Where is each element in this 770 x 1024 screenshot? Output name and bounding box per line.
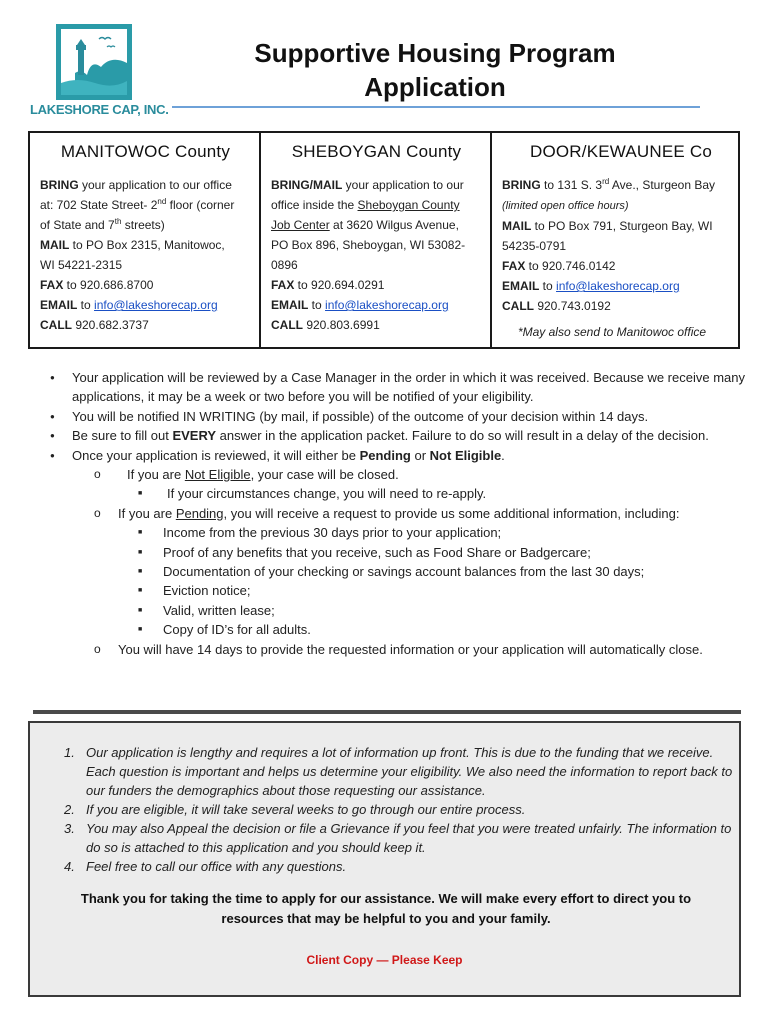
county-lines — [40, 175, 251, 335]
bold-label: Not Eligible — [429, 447, 502, 463]
text-run: , your case will be closed. — [250, 467, 399, 483]
text-run: to — [539, 279, 557, 293]
sub-bullet-item — [48, 465, 748, 484]
county-lines — [271, 175, 482, 335]
text-run: Once your application is reviewed, it will either be — [72, 447, 360, 463]
sub-sub-bullet-item — [48, 562, 748, 581]
bold-label: FAX — [502, 259, 526, 273]
county-heading: DOOR/KEWAUNEE Co — [529, 142, 713, 161]
ordinal-suffix: th — [114, 217, 122, 226]
bold-label: EMAIL — [40, 298, 78, 312]
contact-line — [502, 216, 730, 236]
note-text: You may also Appeal the decision or file a Grievance if you feel that you were treated unfairly. The information to do so is attached to this application and you should keep it. — [86, 821, 732, 855]
bold-label: EVERY — [172, 428, 217, 444]
county-heading: SHEBOYGAN County — [291, 142, 462, 161]
text-run: 54235-0791 — [502, 239, 567, 253]
text-run: Ave., Sturgeon Bay — [609, 178, 716, 192]
contact-line — [271, 195, 482, 215]
contact-line — [271, 215, 482, 235]
text-run: Your application will be reviewed by a Case Manager in the order in which it was received. Because we receive many applications, it may be a week or two before you will be notified of your eligibility. — [72, 370, 745, 405]
text-run: streets) — [121, 218, 165, 232]
text-run: to 920.686.8700 — [63, 278, 154, 292]
text-run: You will have 14 days to provide the requested information or your application will automatically close. — [118, 641, 703, 657]
sub-sub-bullet-item — [48, 601, 748, 620]
text-run: your application to our — [342, 178, 464, 192]
email-link[interactable]: info@lakeshorecap.org — [94, 298, 218, 312]
logo-text: LAKESHORE CAP, INC. — [30, 102, 169, 117]
text-run: of State and 7 — [40, 218, 115, 232]
bold-label: EMAIL — [502, 279, 540, 293]
text-run: at 3620 Wilgus Avenue, — [329, 218, 459, 232]
title-line-1: Supportive Housing Program — [254, 38, 616, 68]
bold-label: FAX — [40, 278, 64, 292]
county-footnote: *May also send to Manitowoc office — [517, 325, 707, 339]
bullet-item — [48, 446, 748, 465]
text-run: If you are — [127, 467, 185, 483]
bullet-item — [48, 426, 748, 445]
note-item — [64, 819, 734, 857]
ordinal-suffix: rd — [602, 177, 610, 186]
title-divider — [172, 106, 700, 108]
bullet-item — [48, 368, 748, 407]
sub-sub-bullet-item — [48, 581, 748, 600]
text-run: office inside the — [271, 198, 358, 212]
thank-you-message: Thank you for taking the time to apply for our assistance. We will make every effort to direct you to resources that may be helpful to you and your family. — [80, 891, 692, 926]
text-run: answer in the application packet. Failure to do so will result in a delay of the decision. — [216, 428, 709, 444]
county-heading: MANITOWOC County — [60, 142, 231, 161]
email-link[interactable]: info@lakeshorecap.org — [325, 298, 449, 312]
bold-label: BRING/MAIL — [271, 178, 343, 192]
text-run: , you will receive a request to provide us some additional information, including: — [223, 505, 680, 521]
sub-bullet-item — [48, 504, 748, 523]
text-run: to 920.746.0142 — [525, 259, 616, 273]
note-item — [64, 743, 734, 800]
text-run: PO Box 896, Sheboygan, WI 53082- — [271, 238, 466, 252]
underlined-text: Sheboygan County — [357, 198, 460, 212]
contact-line — [502, 256, 730, 276]
text-run: 920.803.6991 — [303, 318, 380, 332]
contact-line — [40, 275, 251, 295]
text-run: 920.682.3737 — [72, 318, 149, 332]
contact-line — [502, 236, 730, 256]
text-run: Income from the previous 30 days prior to your application; — [163, 525, 502, 541]
contact-line — [502, 276, 730, 296]
note-number: 3. — [64, 821, 75, 836]
sub-sub-bullet-item — [48, 484, 748, 503]
contact-line — [40, 195, 251, 215]
note-item — [64, 800, 734, 819]
text-run: 920.743.0192 — [534, 299, 611, 313]
contact-line — [271, 235, 482, 255]
text-run: You will be notified IN WRITING (by mail, if possible) of the outcome of your decision within 14 days. — [72, 408, 649, 424]
important-notes-box — [28, 721, 741, 997]
note-item — [64, 857, 734, 876]
page-title — [200, 36, 670, 104]
bold-label: BRING — [40, 178, 79, 192]
lakeshore-cap-logo — [30, 22, 169, 122]
contact-line — [271, 255, 482, 275]
text-run: If you are — [118, 505, 176, 521]
text-run: to 920.694.0291 — [294, 278, 385, 292]
text-run: to 131 S. 3 — [540, 178, 603, 192]
note-text: Our application is lengthy and requires a lot of information up front. This is due to the funding that we receive. Each question is important and helps us determine your eligibility. We also need the information to report back to our funders the demographics about those requesting our assistance. — [86, 745, 733, 798]
county-column-manitowoc — [30, 133, 261, 347]
contact-line — [502, 175, 730, 195]
client-copy-label: Client Copy — Please Keep — [306, 953, 463, 967]
text-run: Documentation of your checking or savings account balances from the last 30 days; — [163, 564, 645, 580]
sub-sub-bullet-item — [48, 543, 748, 562]
text-run: to PO Box 2315, Manitowoc, — [69, 238, 225, 252]
contact-line — [40, 215, 251, 235]
contact-line — [40, 235, 251, 255]
instructions-list — [48, 368, 748, 659]
hours-note: (limited open office hours) — [502, 200, 629, 212]
contact-line — [271, 315, 482, 335]
text-run: to — [308, 298, 326, 312]
text-run: or — [410, 447, 430, 463]
text-run: at: 702 State Street- 2 — [40, 198, 158, 212]
bold-label: CALL — [271, 318, 303, 332]
underlined-text: Pending — [175, 505, 224, 521]
county-column-sheboygan — [261, 133, 492, 347]
note-number: 4. — [64, 859, 75, 874]
bold-label: BRING — [502, 178, 541, 192]
title-line-2: Application — [364, 72, 506, 102]
contact-line — [40, 295, 251, 315]
text-run: . — [501, 447, 505, 463]
note-text: If you are eligible, it will take several weeks to go through our entire process. — [86, 802, 526, 817]
note-text: Feel free to call our office with any questions. — [86, 859, 347, 874]
bold-label: Pending — [359, 447, 411, 463]
county-lines — [502, 175, 730, 316]
contact-line — [271, 275, 482, 295]
underlined-text: Not Eligible — [184, 467, 251, 483]
notes-list — [64, 743, 734, 876]
text-run: If your circumstances change, you will need to re-apply. — [167, 486, 487, 502]
county-contact-table — [28, 131, 740, 349]
bold-label: CALL — [40, 318, 72, 332]
bold-label: CALL — [502, 299, 534, 313]
contact-line — [271, 175, 482, 195]
bold-label: EMAIL — [271, 298, 309, 312]
text-run: Proof of any benefits that you receive, such as Food Share or Badgercare; — [163, 544, 591, 560]
text-run: WI 54221-2315 — [40, 258, 123, 272]
sub-bullet-item — [48, 640, 748, 659]
contact-line — [271, 295, 482, 315]
text-run: Be sure to fill out — [72, 428, 173, 444]
contact-line — [502, 296, 730, 316]
contact-line — [40, 255, 251, 275]
underlined-text: Job Center — [271, 218, 330, 232]
contact-line — [502, 195, 730, 216]
bold-label: MAIL — [502, 219, 532, 233]
bullet-item — [48, 407, 748, 426]
sub-sub-bullet-item — [48, 620, 748, 639]
email-link[interactable]: info@lakeshorecap.org — [556, 279, 680, 293]
text-run: to PO Box 791, Sturgeon Bay, WI — [531, 219, 713, 233]
ordinal-suffix: nd — [157, 197, 167, 206]
bold-label: FAX — [271, 278, 295, 292]
section-divider — [33, 710, 741, 714]
text-run: floor (corner — [166, 198, 235, 212]
contact-line — [40, 315, 251, 335]
note-number: 2. — [64, 802, 75, 817]
text-run: Valid, written lease; — [163, 602, 275, 618]
text-run: 0896 — [271, 258, 298, 272]
text-run: Copy of ID’s for all adults. — [163, 622, 311, 638]
text-run: to — [77, 298, 95, 312]
lighthouse-logo-icon — [56, 24, 132, 100]
bold-label: MAIL — [40, 238, 70, 252]
text-run: Eviction notice; — [163, 583, 251, 599]
county-column-door-kewaunee — [492, 133, 738, 347]
note-number: 1. — [64, 745, 75, 760]
contact-line — [40, 175, 251, 195]
sub-sub-bullet-item — [48, 523, 748, 542]
text-run: your application to our office — [78, 178, 232, 192]
